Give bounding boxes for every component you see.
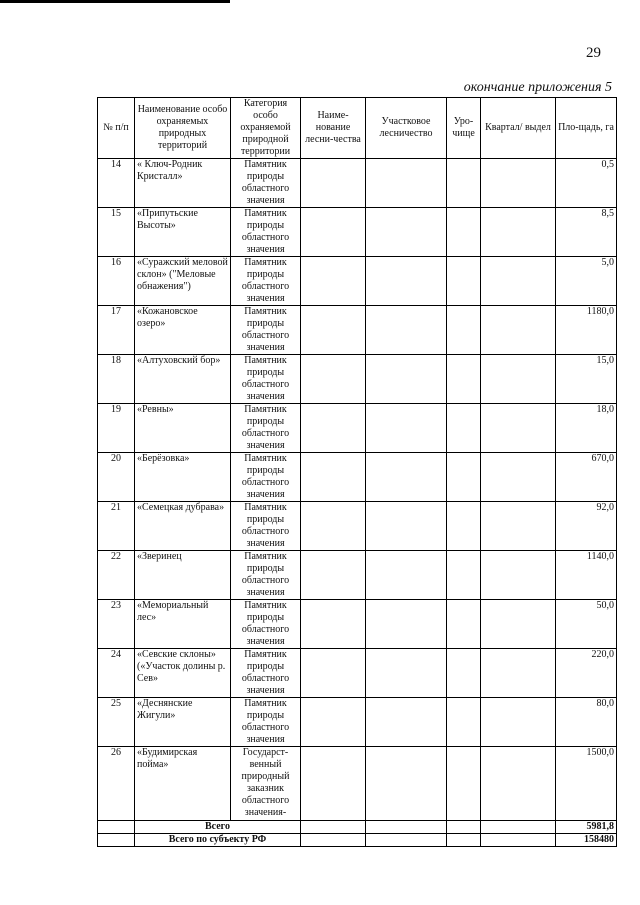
row-district-forestry bbox=[366, 453, 447, 502]
appendix-caption: окончание приложения 5 bbox=[463, 80, 612, 95]
row-quarter bbox=[481, 600, 556, 649]
total-empty-cell bbox=[301, 821, 366, 834]
row-district-forestry bbox=[366, 600, 447, 649]
row-forestry bbox=[301, 502, 366, 551]
row-tract bbox=[447, 600, 481, 649]
top-rule bbox=[0, 0, 230, 3]
page-number: 29 bbox=[586, 45, 601, 61]
row-district-forestry bbox=[366, 649, 447, 698]
row-number: 24 bbox=[98, 649, 135, 698]
row-forestry bbox=[301, 355, 366, 404]
table-row bbox=[98, 404, 617, 453]
row-category: Памятник природы областного значения bbox=[231, 453, 301, 502]
header-category: Категория особо охраняемой природной территории bbox=[231, 98, 301, 159]
table-row bbox=[98, 306, 617, 355]
header-num: № п/п bbox=[98, 98, 135, 159]
row-area: 8,5 bbox=[556, 208, 617, 257]
table-row bbox=[98, 502, 617, 551]
table-row bbox=[98, 159, 617, 208]
row-number: 23 bbox=[98, 600, 135, 649]
total-row bbox=[98, 821, 617, 834]
row-area: 50,0 bbox=[556, 600, 617, 649]
row-area: 80,0 bbox=[556, 698, 617, 747]
row-tract bbox=[447, 649, 481, 698]
total-empty-cell bbox=[447, 821, 481, 834]
row-tract bbox=[447, 698, 481, 747]
row-quarter bbox=[481, 502, 556, 551]
row-district-forestry bbox=[366, 404, 447, 453]
row-category: Памятник природы областного значения bbox=[231, 404, 301, 453]
table-row bbox=[98, 453, 617, 502]
row-forestry bbox=[301, 257, 366, 306]
row-quarter bbox=[481, 257, 556, 306]
row-number: 19 bbox=[98, 404, 135, 453]
row-number: 17 bbox=[98, 306, 135, 355]
total-empty-cell bbox=[366, 821, 447, 834]
total-empty-cell bbox=[447, 834, 481, 847]
row-forestry bbox=[301, 159, 366, 208]
total-label: Всего по субъекту РФ bbox=[135, 834, 301, 847]
row-number: 16 bbox=[98, 257, 135, 306]
row-area: 1180,0 bbox=[556, 306, 617, 355]
table-row bbox=[98, 747, 617, 821]
row-name: «Зверинец bbox=[135, 551, 231, 600]
protected-areas-table bbox=[97, 97, 617, 847]
row-tract bbox=[447, 306, 481, 355]
grand-total-row bbox=[98, 834, 617, 847]
row-quarter bbox=[481, 551, 556, 600]
row-category: Памятник природы областного значения bbox=[231, 649, 301, 698]
row-number: 26 bbox=[98, 747, 135, 821]
row-tract bbox=[447, 208, 481, 257]
header-quarter: Квартал/ выдел bbox=[481, 98, 556, 159]
row-district-forestry bbox=[366, 257, 447, 306]
header-forestry: Наиме-нование лесни-чества bbox=[301, 98, 366, 159]
row-area: 220,0 bbox=[556, 649, 617, 698]
total-label: Всего bbox=[135, 821, 301, 834]
table-row bbox=[98, 355, 617, 404]
row-forestry bbox=[301, 551, 366, 600]
row-area: 1500,0 bbox=[556, 747, 617, 821]
row-tract bbox=[447, 502, 481, 551]
row-district-forestry bbox=[366, 355, 447, 404]
total-empty-cell bbox=[98, 834, 135, 847]
row-area: 18,0 bbox=[556, 404, 617, 453]
total-empty-cell bbox=[98, 821, 135, 834]
row-name: «Деснянские Жигули» bbox=[135, 698, 231, 747]
table-row bbox=[98, 208, 617, 257]
row-quarter bbox=[481, 208, 556, 257]
table-row bbox=[98, 600, 617, 649]
row-quarter bbox=[481, 159, 556, 208]
row-area: 670,0 bbox=[556, 453, 617, 502]
row-tract bbox=[447, 257, 481, 306]
row-number: 18 bbox=[98, 355, 135, 404]
table-row bbox=[98, 257, 617, 306]
row-forestry bbox=[301, 747, 366, 821]
row-category: Памятник природы областного значения bbox=[231, 306, 301, 355]
header-tract: Уро-чище bbox=[447, 98, 481, 159]
row-district-forestry bbox=[366, 502, 447, 551]
row-category: Памятник природы областного значения bbox=[231, 502, 301, 551]
row-forestry bbox=[301, 698, 366, 747]
row-district-forestry bbox=[366, 747, 447, 821]
row-area: 1140,0 bbox=[556, 551, 617, 600]
total-empty-cell bbox=[301, 834, 366, 847]
row-category: Памятник природы областного значения bbox=[231, 698, 301, 747]
row-name: «Ревны» bbox=[135, 404, 231, 453]
row-tract bbox=[447, 551, 481, 600]
row-forestry bbox=[301, 404, 366, 453]
row-category: Памятник природы областного значения bbox=[231, 208, 301, 257]
row-tract bbox=[447, 159, 481, 208]
row-forestry bbox=[301, 208, 366, 257]
row-quarter bbox=[481, 355, 556, 404]
header-row bbox=[98, 98, 617, 159]
total-value: 158480 bbox=[556, 834, 617, 847]
row-category: Государст-венный природный заказник областного значения- bbox=[231, 747, 301, 821]
row-quarter bbox=[481, 698, 556, 747]
row-name: «Припутьские Высоты» bbox=[135, 208, 231, 257]
row-name: «Кожановское озеро» bbox=[135, 306, 231, 355]
total-empty-cell bbox=[366, 834, 447, 847]
total-value: 5981,8 bbox=[556, 821, 617, 834]
row-number: 15 bbox=[98, 208, 135, 257]
header-district-forestry: Участковое лесничество bbox=[366, 98, 447, 159]
row-area: 92,0 bbox=[556, 502, 617, 551]
row-area: 0,5 bbox=[556, 159, 617, 208]
row-number: 25 bbox=[98, 698, 135, 747]
row-tract bbox=[447, 355, 481, 404]
row-name: «Мемориальный лес» bbox=[135, 600, 231, 649]
row-category: Памятник природы областного значения bbox=[231, 257, 301, 306]
header-area: Пло-щадь, га bbox=[556, 98, 617, 159]
row-number: 22 bbox=[98, 551, 135, 600]
row-category: Памятник природы областного значения bbox=[231, 159, 301, 208]
row-district-forestry bbox=[366, 698, 447, 747]
row-number: 21 bbox=[98, 502, 135, 551]
row-district-forestry bbox=[366, 306, 447, 355]
header-name: Наименование особо охраняемых природных территорий bbox=[135, 98, 231, 159]
table-row bbox=[98, 551, 617, 600]
total-empty-cell bbox=[481, 834, 556, 847]
row-name: «Берёзовка» bbox=[135, 453, 231, 502]
row-quarter bbox=[481, 453, 556, 502]
total-empty-cell bbox=[481, 821, 556, 834]
row-district-forestry bbox=[366, 551, 447, 600]
row-number: 14 bbox=[98, 159, 135, 208]
row-tract bbox=[447, 747, 481, 821]
row-category: Памятник природы областного значения bbox=[231, 355, 301, 404]
row-district-forestry bbox=[366, 159, 447, 208]
row-tract bbox=[447, 404, 481, 453]
row-quarter bbox=[481, 649, 556, 698]
row-name: «Алтуховский бор» bbox=[135, 355, 231, 404]
table-row bbox=[98, 649, 617, 698]
row-category: Памятник природы областного значения bbox=[231, 600, 301, 649]
row-category: Памятник природы областного значения bbox=[231, 551, 301, 600]
row-number: 20 bbox=[98, 453, 135, 502]
row-district-forestry bbox=[366, 208, 447, 257]
row-name: «Будимирская пойма» bbox=[135, 747, 231, 821]
row-name: «Суражский меловой склон» ("Меловые обнажения") bbox=[135, 257, 231, 306]
row-quarter bbox=[481, 306, 556, 355]
row-forestry bbox=[301, 306, 366, 355]
table-row bbox=[98, 698, 617, 747]
row-forestry bbox=[301, 600, 366, 649]
row-area: 15,0 bbox=[556, 355, 617, 404]
row-quarter bbox=[481, 747, 556, 821]
row-forestry bbox=[301, 649, 366, 698]
row-name: «Севские склоны» («Участок долины р. Сев» bbox=[135, 649, 231, 698]
row-name: « Ключ-Родник Кристалл» bbox=[135, 159, 231, 208]
row-tract bbox=[447, 453, 481, 502]
row-name: «Семецкая дубрава» bbox=[135, 502, 231, 551]
row-quarter bbox=[481, 404, 556, 453]
row-area: 5,0 bbox=[556, 257, 617, 306]
row-forestry bbox=[301, 453, 366, 502]
